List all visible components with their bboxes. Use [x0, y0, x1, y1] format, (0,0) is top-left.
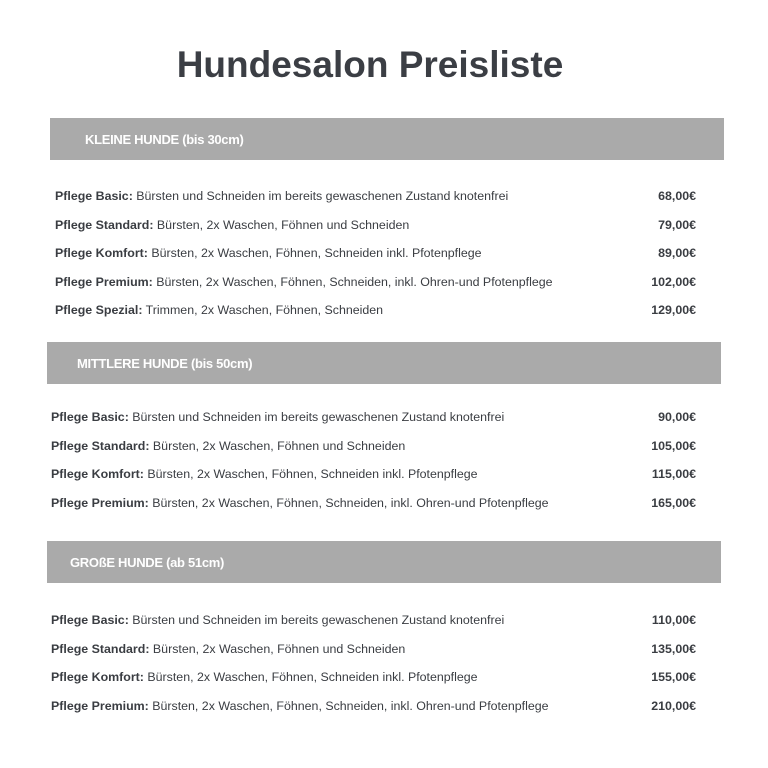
price-row — [51, 613, 504, 631]
price: 135,00€ — [651, 642, 696, 656]
price-row — [55, 303, 383, 321]
section-header-small-dogs — [50, 118, 724, 160]
price-row — [55, 275, 553, 293]
service-description: Bürsten, 2x Waschen, Föhnen, Schneiden inkl. Pfotenpflege — [147, 246, 482, 260]
service-description: Bürsten, 2x Waschen, Föhnen, Schneiden, inkl. Ohren-und Pfotenpflege — [148, 496, 549, 510]
price: 79,00€ — [658, 218, 696, 232]
section-header-large-dogs — [47, 541, 721, 583]
service-description: Bürsten, 2x Waschen, Föhnen, Schneiden inkl. Pfotenpflege — [143, 467, 478, 481]
price: 165,00€ — [651, 496, 696, 510]
section-heading: KLEINE HUNDE (bis 30cm) — [85, 132, 244, 147]
service-description: Bürsten und Schneiden im bereits gewaschenen Zustand knotenfrei — [128, 613, 505, 627]
price: 155,00€ — [651, 670, 696, 684]
price-row — [55, 189, 508, 207]
price-row — [51, 496, 549, 514]
price-row — [51, 642, 405, 660]
price-row — [51, 467, 478, 485]
price-row — [55, 218, 409, 236]
price: 68,00€ — [658, 189, 696, 203]
service-name: Pflege Komfort: — [51, 467, 144, 481]
price-row — [55, 246, 482, 264]
service-description: Trimmen, 2x Waschen, Föhnen, Schneiden — [142, 303, 384, 317]
price: 115,00€ — [651, 467, 696, 481]
service-name: Pflege Premium: — [51, 699, 149, 713]
service-name: Pflege Basic: — [51, 613, 129, 627]
service-name: Pflege Spezial: — [55, 303, 143, 317]
price: 110,00€ — [651, 613, 696, 627]
price-row — [51, 410, 504, 428]
price-row — [51, 439, 405, 457]
service-description: Bürsten, 2x Waschen, Föhnen und Schneiden — [153, 218, 410, 232]
service-description: Bürsten, 2x Waschen, Föhnen, Schneiden, inkl. Ohren-und Pfotenpflege — [152, 275, 553, 289]
service-description: Bürsten, 2x Waschen, Föhnen, Schneiden inkl. Pfotenpflege — [143, 670, 478, 684]
service-name: Pflege Premium: — [51, 496, 149, 510]
service-name: Pflege Standard: — [51, 642, 150, 656]
service-description: Bürsten, 2x Waschen, Föhnen und Schneiden — [149, 439, 406, 453]
price: 89,00€ — [658, 246, 696, 260]
service-name: Pflege Premium: — [55, 275, 153, 289]
price-row — [51, 699, 549, 717]
price-row — [51, 670, 478, 688]
service-description: Bürsten und Schneiden im bereits gewaschenen Zustand knotenfrei — [128, 410, 505, 424]
section-header-medium-dogs — [47, 342, 721, 384]
service-name: Pflege Komfort: — [51, 670, 144, 684]
service-description: Bürsten und Schneiden im bereits gewaschenen Zustand knotenfrei — [132, 189, 509, 203]
service-name: Pflege Basic: — [55, 189, 133, 203]
service-description: Bürsten, 2x Waschen, Föhnen und Schneiden — [149, 642, 406, 656]
section-heading: GROßE HUNDE (ab 51cm) — [70, 555, 225, 570]
service-description: Bürsten, 2x Waschen, Föhnen, Schneiden, inkl. Ohren-und Pfotenpflege — [148, 699, 549, 713]
service-name: Pflege Komfort: — [55, 246, 148, 260]
price: 102,00€ — [651, 275, 696, 289]
section-heading: MITTLERE HUNDE (bis 50cm) — [77, 356, 253, 371]
price: 210,00€ — [651, 699, 696, 713]
price: 90,00€ — [658, 410, 696, 424]
service-name: Pflege Basic: — [51, 410, 129, 424]
price: 129,00€ — [651, 303, 696, 317]
service-name: Pflege Standard: — [51, 439, 150, 453]
price: 105,00€ — [651, 439, 696, 453]
page-title: Hundesalon Preisliste — [176, 44, 564, 85]
service-name: Pflege Standard: — [55, 218, 154, 232]
